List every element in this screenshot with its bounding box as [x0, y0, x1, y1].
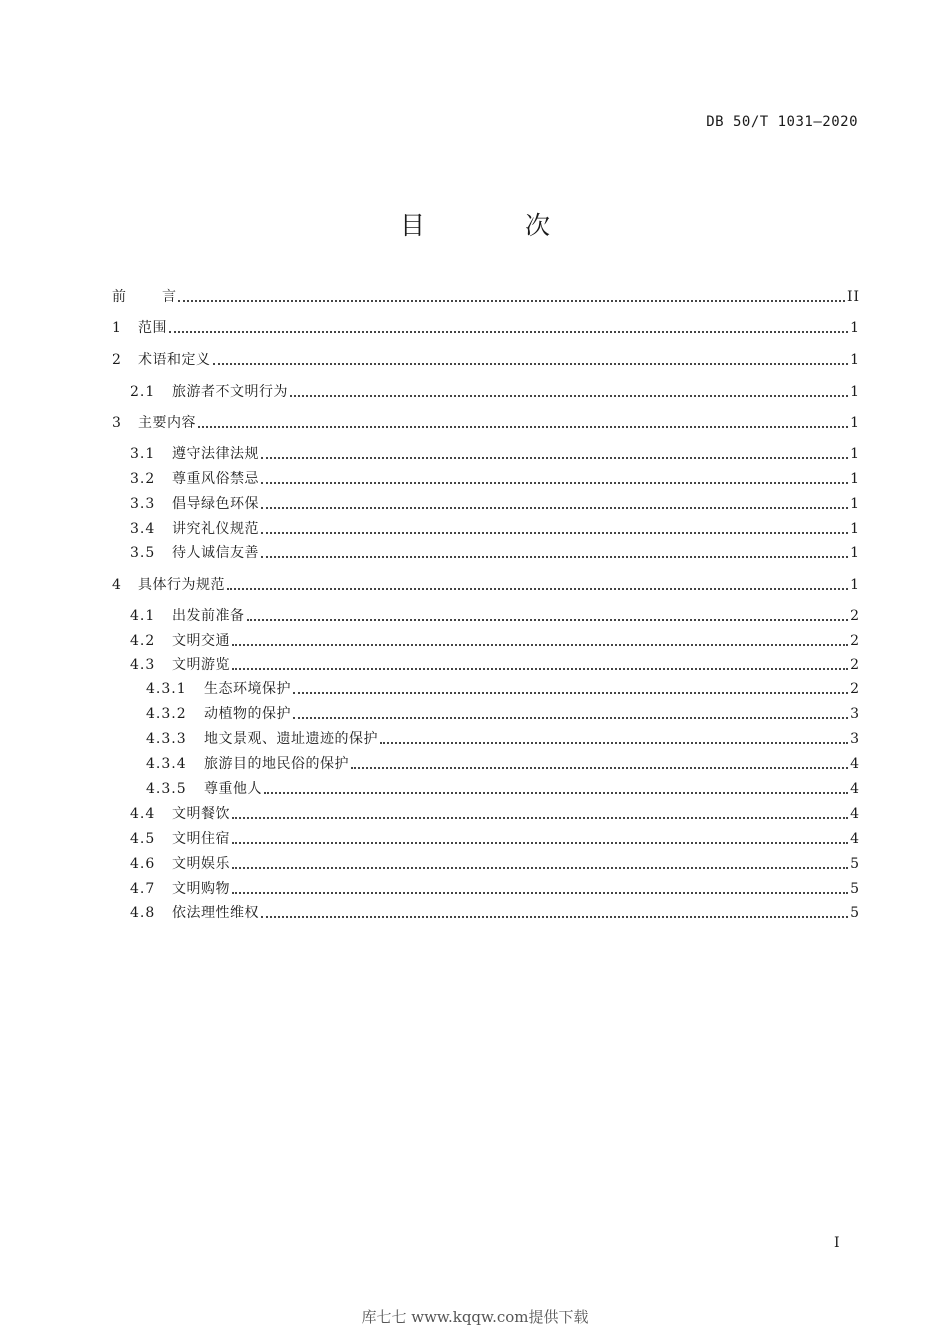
toc-entry[interactable] [112, 902, 860, 924]
toc-number: 4.5 [130, 831, 156, 847]
toc-label: 尊重他人 [204, 781, 262, 797]
toc-entry[interactable] [112, 542, 860, 564]
toc-number: 4.3.5 [146, 781, 187, 797]
toc-label: 动植物的保护 [204, 706, 291, 722]
toc-entry[interactable] [112, 803, 860, 825]
toc-leader-dots [232, 891, 848, 894]
toc-label: 旅游者不文明行为 [172, 384, 288, 400]
toc-number: 4.3.3 [146, 731, 187, 747]
toc-label: 术语和定义 [138, 352, 211, 368]
toc-number: 4.6 [130, 856, 156, 872]
toc-leader-dots [232, 643, 848, 646]
toc-number: 3.3 [130, 496, 156, 512]
toc-label: 地文景观、遗址遗迹的保护 [204, 731, 378, 747]
toc-leader-dots [178, 299, 845, 302]
toc-number: 3.1 [130, 446, 156, 462]
toc-leader-dots [227, 587, 848, 590]
toc-number: 1 [112, 320, 122, 336]
toc-label: 文明娱乐 [172, 856, 230, 872]
toc-page: 4 [850, 831, 860, 847]
toc-number: 2.1 [130, 384, 156, 400]
toc-page: 2 [850, 681, 860, 697]
toc-label: 文明交通 [172, 633, 230, 649]
toc-entry[interactable] [112, 317, 860, 339]
toc-page: 5 [850, 881, 860, 897]
toc-label: 文明餐饮 [172, 806, 230, 822]
toc-leader-dots [261, 506, 848, 509]
toc-page: 1 [850, 471, 860, 487]
toc-entry[interactable] [112, 703, 860, 725]
toc-leader-dots [232, 667, 848, 670]
toc-label: 出发前准备 [172, 608, 245, 624]
toc-label: 具体行为规范 [138, 577, 225, 593]
document-code: DB 50/T 1031—2020 [706, 114, 858, 130]
toc-entry[interactable] [112, 381, 860, 403]
toc-label: 生态环境保护 [204, 681, 291, 697]
toc-number: 4.1 [130, 608, 156, 624]
toc-number: 4.8 [130, 905, 156, 921]
toc-label: 文明购物 [172, 881, 230, 897]
toc-leader-dots [261, 531, 848, 534]
toc-leader-dots [261, 915, 848, 918]
toc-entry[interactable] [112, 349, 860, 371]
toc-number: 4.3 [130, 657, 156, 673]
toc-number: 4.7 [130, 881, 156, 897]
toc-leader-dots [169, 330, 848, 333]
toc-page: II [846, 289, 860, 305]
toc-number: 2 [112, 352, 122, 368]
toc-label: 文明游览 [172, 657, 230, 673]
toc-number: 3.2 [130, 471, 156, 487]
toc-entry[interactable] [112, 605, 860, 627]
toc-entry[interactable] [112, 728, 860, 750]
toc-leader-dots [198, 425, 848, 428]
toc-page: 2 [850, 608, 860, 624]
toc-leader-dots [261, 456, 848, 459]
toc-leader-dots [213, 362, 849, 365]
toc-number: 4 [112, 577, 122, 593]
toc-entry[interactable] [112, 493, 860, 515]
toc-number: 4.2 [130, 633, 156, 649]
toc-entry[interactable] [112, 853, 860, 875]
toc-entry[interactable] [112, 412, 860, 434]
toc-page: 1 [850, 521, 860, 537]
toc-entry[interactable] [112, 828, 860, 850]
toc-page: 5 [850, 856, 860, 872]
toc-entry[interactable] [112, 630, 860, 652]
toc-number: 3.5 [130, 545, 156, 561]
toc-label: 尊重风俗禁忌 [172, 471, 259, 487]
toc-leader-dots [261, 481, 848, 484]
toc-entry[interactable] [112, 443, 860, 465]
toc-label: 前 言 [112, 289, 176, 305]
toc-entry[interactable] [112, 468, 860, 490]
toc-page: 3 [850, 706, 860, 722]
toc-page: 5 [850, 905, 860, 921]
toc-page: 1 [850, 352, 860, 368]
toc-leader-dots [293, 691, 848, 694]
toc-number: 4.4 [130, 806, 156, 822]
page-title: 目 次 [400, 211, 596, 240]
watermark: 库七七 www.kqqw.com提供下载 [361, 1308, 589, 1326]
toc-leader-dots [264, 791, 848, 794]
toc-leader-dots [247, 618, 849, 621]
toc-leader-dots [380, 741, 848, 744]
toc-number: 4.3.2 [146, 706, 187, 722]
toc-leader-dots [232, 866, 848, 869]
toc-page: 2 [850, 633, 860, 649]
toc-entry-foreword[interactable] [112, 286, 860, 308]
toc-leader-dots [351, 766, 848, 769]
toc-label: 遵守法律法规 [172, 446, 259, 462]
toc-leader-dots [290, 394, 848, 397]
toc-page: 1 [850, 446, 860, 462]
toc-number: 4.3.4 [146, 756, 187, 772]
toc-page: 1 [850, 545, 860, 561]
toc-entry[interactable] [112, 518, 860, 540]
toc-label: 待人诚信友善 [172, 545, 259, 561]
toc-page: 4 [850, 756, 860, 772]
toc-label: 文明住宿 [172, 831, 230, 847]
toc-page: 3 [850, 731, 860, 747]
toc-entry[interactable] [112, 574, 860, 596]
toc-entry[interactable] [112, 654, 860, 676]
toc-leader-dots [293, 716, 848, 719]
toc-leader-dots [232, 816, 848, 819]
toc-page: 4 [850, 806, 860, 822]
toc-entry[interactable] [112, 678, 860, 700]
toc-number: 4.3.1 [146, 681, 187, 697]
toc-page: 1 [850, 496, 860, 512]
toc-number: 3 [112, 415, 122, 431]
toc-label: 依法理性维权 [172, 905, 259, 921]
toc-entry[interactable] [112, 778, 860, 800]
toc-leader-dots [232, 841, 848, 844]
toc-label: 范围 [138, 320, 167, 336]
toc-number: 3.4 [130, 521, 156, 537]
toc-page: 2 [850, 657, 860, 673]
toc-page: 1 [850, 577, 860, 593]
page-number: I [834, 1235, 840, 1251]
toc-entry[interactable] [112, 753, 860, 775]
toc-leader-dots [261, 555, 848, 558]
toc-label: 主要内容 [138, 415, 196, 431]
toc-entry[interactable] [112, 878, 860, 900]
toc-label: 倡导绿色环保 [172, 496, 259, 512]
toc-page: 1 [850, 384, 860, 400]
toc-page: 4 [850, 781, 860, 797]
toc-page: 1 [850, 320, 860, 336]
toc-label: 讲究礼仪规范 [172, 521, 259, 537]
toc-page: 1 [850, 415, 860, 431]
toc-label: 旅游目的地民俗的保护 [204, 756, 349, 772]
